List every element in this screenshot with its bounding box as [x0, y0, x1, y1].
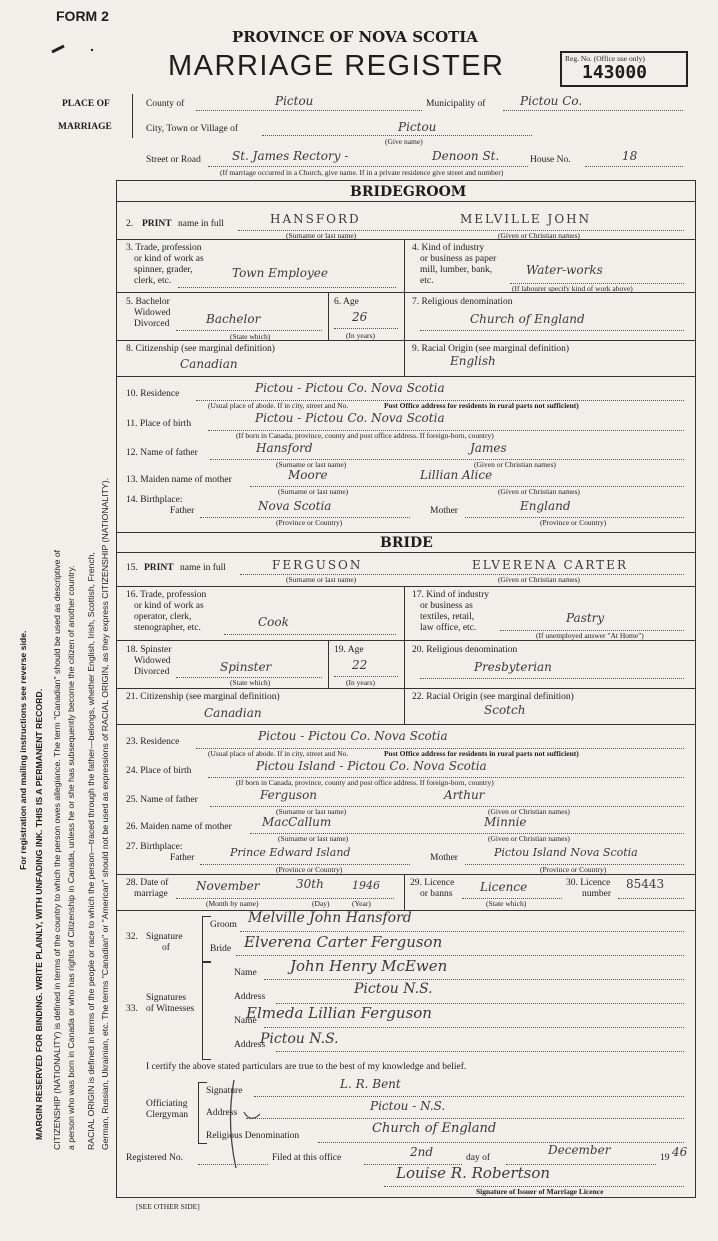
f2-label: name in full: [178, 219, 224, 229]
bride-mother-surname[interactable]: MacCallum: [262, 815, 332, 829]
f17-note: (If unemployed answer "At Home"): [536, 631, 644, 640]
bride-mother-birth[interactable]: Pictou Island Nova Scotia: [494, 846, 638, 859]
f17-label-4: law office, etc.: [420, 623, 477, 633]
f19-age-cap: (In years): [346, 678, 375, 687]
f14-father-label: Father: [170, 506, 195, 516]
marriage-day[interactable]: 30th: [296, 877, 324, 891]
f10-note-b: Post Office address for residents in rural parts not sufficient): [384, 401, 579, 410]
f2-print: PRINT: [142, 219, 172, 229]
w1-name-label: Name: [234, 968, 257, 978]
clergy-signature[interactable]: L. R. Bent: [340, 1077, 401, 1091]
f4-label-4: etc.: [420, 276, 434, 286]
groom-mother-birth[interactable]: England: [520, 499, 571, 513]
f12-given-cap: (Given or Christian names): [474, 460, 556, 469]
surname-caption: (Surname or last name): [286, 231, 357, 240]
see-other-side: [SEE OTHER SIDE]: [136, 1202, 200, 1211]
f11-note: (If born in Canada, province, county and post office address. If foreign-born, country): [236, 431, 494, 440]
f13-given-cap: (Given or Christian names): [498, 487, 580, 496]
f26-surname-cap: (Surname or last name): [278, 834, 349, 843]
clergy-address[interactable]: Pictou - N.S.: [370, 1099, 446, 1113]
bride-surname[interactable]: FERGUSON: [272, 558, 363, 572]
witness-bracket: [202, 962, 211, 1060]
f10-note-a: (Usual place of abode. If in city, street and No.: [208, 401, 349, 410]
day-of-label: day of: [466, 1153, 491, 1163]
f16-label-3: operator, clerk,: [134, 612, 192, 622]
f2-num: 2.: [126, 219, 134, 229]
groom-industry[interactable]: Water-works: [526, 263, 603, 277]
marriage-label: MARRIAGE: [58, 122, 112, 132]
groom-religion[interactable]: Church of England: [470, 312, 585, 326]
f15-label: name in full: [180, 563, 226, 573]
f30-label: 30. Licence: [566, 878, 611, 888]
margin-citizenship-1: CITIZENSHIP (NATIONALITY) is defined in terms of the country to which the person owes allegiance. The term "Canadian" should be used as descriptive of: [52, 549, 62, 1150]
f18-label: 18. Spinster: [126, 645, 172, 655]
f12-surname-cap: (Surname or last name): [276, 460, 347, 469]
marriage-month[interactable]: November: [196, 879, 260, 893]
clergy-sig-label: Signature: [206, 1086, 243, 1096]
f3-label-4: clerk, etc.: [134, 276, 172, 286]
licence-type[interactable]: Licence: [480, 880, 528, 894]
reg-number-label: Reg. No. (Office use only): [565, 54, 645, 63]
f33-label: Signatures: [146, 993, 187, 1003]
groom-age[interactable]: 26: [352, 310, 368, 324]
f24-label: 24. Place of birth: [126, 766, 192, 776]
reg-number: 143000: [582, 62, 648, 83]
witness2-address[interactable]: Pictou N.S.: [260, 1031, 339, 1047]
bride-signature[interactable]: Elverena Carter Ferguson: [244, 933, 443, 951]
bride-given[interactable]: ELVERENA CARTER: [472, 558, 628, 572]
groom-birthplace[interactable]: Pictou - Pictou Co. Nova Scotia: [255, 411, 445, 425]
f3-label-3: spinner, grader,: [134, 265, 193, 275]
certify-text: I certify the above stated particulars are true to the best of my knowledge and belief.: [146, 1062, 467, 1072]
f32-label: Signature: [146, 932, 183, 942]
year-caption: (Year): [352, 899, 371, 908]
filed-day[interactable]: 2nd: [410, 1145, 434, 1159]
bride-citizenship[interactable]: Canadian: [204, 706, 262, 720]
bride-industry[interactable]: Pastry: [566, 611, 605, 625]
f16-label-4: stenographer, etc.: [134, 623, 201, 633]
state-which-caption: (State which): [486, 899, 527, 908]
bridegroom-heading: BRIDEGROOM: [350, 184, 467, 200]
f17-label-2: or business as: [420, 601, 473, 611]
officiating-label: Officiating: [146, 1099, 188, 1109]
f20-label: 20. Religious denomination: [412, 645, 518, 655]
issuer-caption: Signature of Issuer of Marriage Licence: [476, 1187, 604, 1196]
f32-label-2: of: [162, 943, 170, 953]
street-value-2[interactable]: Denoon St.: [432, 149, 500, 163]
bride-father-surname[interactable]: Ferguson: [260, 788, 318, 802]
groom-racial[interactable]: English: [450, 354, 496, 368]
bride-heading: BRIDE: [380, 535, 433, 551]
groom-father-given[interactable]: James: [470, 441, 507, 455]
bride-residence[interactable]: Pictou - Pictou Co. Nova Scotia: [258, 729, 448, 743]
f26-label: 26. Maiden name of mother: [126, 822, 232, 832]
groom-given[interactable]: MELVILLE JOHN: [460, 212, 592, 226]
month-caption: (Month by name): [206, 899, 259, 908]
f5-label-3: Divorced: [134, 319, 170, 329]
witness1-name[interactable]: John Henry McEwen: [290, 957, 448, 975]
f14-prov-cap-2: (Province or Country): [540, 518, 607, 527]
groom-father-surname[interactable]: Hansford: [256, 441, 313, 455]
age-caption: (In years): [346, 331, 375, 340]
f4-label: 4. Kind of industry: [412, 243, 485, 253]
bride-mother-given[interactable]: Minnie: [484, 815, 527, 829]
province-title: PROVINCE OF NOVA SCOTIA: [232, 28, 478, 46]
f16-label-2: or kind of work as: [134, 601, 204, 611]
bride-birthplace[interactable]: Pictou Island - Pictou Co. Nova Scotia: [256, 759, 487, 773]
f27-mother-label: Mother: [430, 853, 458, 863]
f25-given-cap: (Given or Christian names): [488, 807, 570, 816]
f16-label: 16. Trade, profession: [126, 590, 207, 600]
state-caption: (State which): [230, 332, 271, 341]
f27-father-label: Father: [170, 853, 195, 863]
clergy-denomination[interactable]: Church of England: [372, 1121, 497, 1136]
margin-racial-2: German, Russian, Ukrainian, etc. The terms "Canadian" or "American" should not be used as expressions of RACIAL ORIGIN, as they express CITIZENSHIP (NATIONALITY).: [100, 477, 110, 1150]
f24-note: (If born in Canada, province, county and post office address. If foreign-born, country): [236, 778, 494, 787]
clergy-addr-label: Address: [206, 1108, 238, 1118]
groom-residence[interactable]: Pictou - Pictou Co. Nova Scotia: [255, 381, 445, 395]
f15-print: PRINT: [144, 563, 174, 573]
street-value[interactable]: St. James Rectory -: [232, 149, 349, 163]
f15-num: 15.: [126, 563, 138, 573]
f4-label-3: mill, lumber, bank,: [420, 265, 493, 275]
licence-number[interactable]: 85443: [626, 877, 665, 891]
margin-racial-1: RACIAL ORIGIN is defined in terms of the people or race to which the person—traced through the father—belongs, whether English, Irish, Scottish, French,: [86, 552, 96, 1150]
bride-father-given[interactable]: Arthur: [444, 788, 485, 802]
f13-label: 13. Maiden name of mother: [126, 475, 232, 485]
bride-racial[interactable]: Scotch: [484, 703, 526, 717]
house-label: House No.: [530, 155, 571, 165]
f17-label: 17. Kind of industry: [412, 590, 490, 600]
w2-address-label: Address: [234, 1040, 266, 1050]
bride-age[interactable]: 22: [352, 658, 368, 672]
marriage-year[interactable]: 1946: [352, 879, 380, 892]
margin-citizenship-2: a person who was born in Canada or who has rights of Citizenship in Canada, unless he or she has subsequently become the citizen of another country.: [66, 565, 76, 1150]
f3-label-2: or kind of work as: [134, 254, 204, 264]
clergy-den-label: Religious Denomination: [206, 1131, 300, 1141]
place-of-label: PLACE OF: [62, 99, 110, 109]
f28-label: 28. Date of: [126, 878, 169, 888]
groom-state[interactable]: Bachelor: [206, 312, 261, 326]
day-caption: (Day): [312, 899, 330, 908]
witness2-name[interactable]: Elmeda Lillian Ferguson: [246, 1004, 432, 1022]
f30-label-2: number: [582, 889, 612, 899]
f32-num: 32.: [126, 932, 138, 942]
f9-label: 9. Racial Origin (see marginal definition): [412, 344, 570, 354]
f22-label: 22. Racial Origin (see marginal definition): [412, 692, 574, 702]
f8-label: 8. Citizenship (see marginal definition): [126, 344, 275, 354]
f21-label: 21. Citizenship (see marginal definition): [126, 692, 280, 702]
municipality-label: Municipality of: [426, 99, 486, 109]
f29-label: 29. Licence: [410, 878, 455, 888]
filed-year[interactable]: 46: [672, 1145, 688, 1159]
f5-label: 5. Bachelor: [126, 297, 170, 307]
f17-label-3: textiles, retail,: [420, 612, 475, 622]
register-title: MARRIAGE REGISTER: [168, 50, 505, 82]
w2-name-label: Name: [234, 1016, 257, 1026]
f11-label: 11. Place of birth: [126, 419, 192, 429]
f15-surname-cap: (Surname or last name): [286, 575, 357, 584]
f5-label-2: Widowed: [134, 308, 171, 318]
bride-religion[interactable]: Presbyterian: [474, 660, 552, 674]
f25-surname-cap: (Surname or last name): [276, 807, 347, 816]
issuer-signature[interactable]: Louise R. Robertson: [396, 1164, 551, 1182]
f3-label: 3. Trade, profession: [126, 243, 202, 253]
given-caption: (Given or Christian names): [498, 231, 580, 240]
give-name-caption: (Give name): [385, 137, 423, 146]
filed-month[interactable]: December: [548, 1143, 611, 1157]
officiating-label-2: Clergyman: [146, 1110, 189, 1120]
groom-signature[interactable]: Melville John Hansford: [248, 910, 412, 926]
f18-state-cap: (State which): [230, 678, 271, 687]
f4-label-2: or business as paper: [420, 254, 497, 264]
groom-trade[interactable]: Town Employee: [232, 266, 328, 280]
f12-label: 12. Name of father: [126, 448, 198, 458]
f23-note-b: Post Office address for residents in rural parts not sufficient): [384, 749, 579, 758]
f26-given-cap: (Given or Christian names): [488, 834, 570, 843]
city-value[interactable]: Pictou: [398, 120, 437, 134]
f28-label-2: marriage: [134, 889, 168, 899]
f10-label: 10. Residence: [126, 389, 180, 399]
f23-label: 23. Residence: [126, 737, 180, 747]
f14-prov-cap-1: (Province or Country): [276, 518, 343, 527]
f14-mother-label: Mother: [430, 506, 458, 516]
groom-surname[interactable]: HANSFORD: [270, 212, 361, 226]
check-mark-icon: [216, 1072, 266, 1172]
county-label: County of: [146, 99, 185, 109]
f29-label-2: or banns: [420, 889, 453, 899]
f13-surname-cap: (Surname or last name): [278, 487, 349, 496]
groom-mother-surname[interactable]: Moore: [288, 468, 328, 482]
f33-label-2: of Witnesses: [146, 1004, 195, 1014]
f6-label: 6. Age: [334, 297, 359, 307]
street-label: Street or Road: [146, 155, 201, 165]
form-number: FORM 2: [56, 8, 109, 24]
f33-num: 33.: [126, 1004, 138, 1014]
f15-given-cap: (Given or Christian names): [498, 575, 580, 584]
f27-label: 27. Birthplace:: [126, 842, 183, 852]
margin-note-2: MARGIN RESERVED FOR BINDING. WRITE PLAINLY, WITH UNFADING INK. THIS IS A PERMANENT RECORD.: [34, 688, 44, 1140]
f27-prov-cap-2: (Province or Country): [540, 865, 607, 874]
f4-note: (If labourer specify kind of work above): [512, 284, 633, 293]
f18-label-2: Widowed: [134, 656, 171, 666]
bride-label: Bride: [210, 944, 232, 954]
witness1-address[interactable]: Pictou N.S.: [354, 981, 433, 997]
city-label: City, Town or Village of: [146, 124, 238, 134]
year-prefix: 19: [660, 1153, 670, 1163]
pen-mark-icon: [50, 38, 100, 58]
bride-state[interactable]: Spinster: [220, 660, 272, 674]
f18-label-3: Divorced: [134, 667, 170, 677]
f19-label: 19. Age: [334, 645, 364, 655]
w1-address-label: Address: [234, 992, 266, 1002]
f25-label: 25. Name of father: [126, 795, 198, 805]
house-value[interactable]: 18: [622, 149, 638, 163]
bride-trade[interactable]: Cook: [258, 615, 289, 629]
f27-prov-cap-1: (Province or Country): [276, 865, 343, 874]
f23-note-a: (Usual place of abode. If in city, street and No.: [208, 749, 349, 758]
registered-label: Registered No.: [126, 1153, 183, 1163]
f14-label: 14. Birthplace:: [126, 495, 183, 505]
county-value[interactable]: Pictou: [275, 94, 314, 108]
groom-mother-given[interactable]: Lillian Alice: [420, 468, 493, 482]
church-note: (If marriage occurred in a Church, give name. If in a private residence give street and number): [220, 168, 504, 177]
groom-label: Groom: [210, 920, 237, 930]
groom-citizenship[interactable]: Canadian: [180, 357, 238, 371]
margin-note-1: For registration and mailing instructions see reverse side.: [18, 630, 28, 870]
municipality-value[interactable]: Pictou Co.: [520, 94, 583, 108]
groom-father-birth[interactable]: Nova Scotia: [258, 499, 332, 513]
f7-label: 7. Religious denomination: [412, 297, 513, 307]
bride-father-birth[interactable]: Prince Edward Island: [230, 846, 351, 859]
filed-label: Filed at this office: [272, 1153, 342, 1163]
